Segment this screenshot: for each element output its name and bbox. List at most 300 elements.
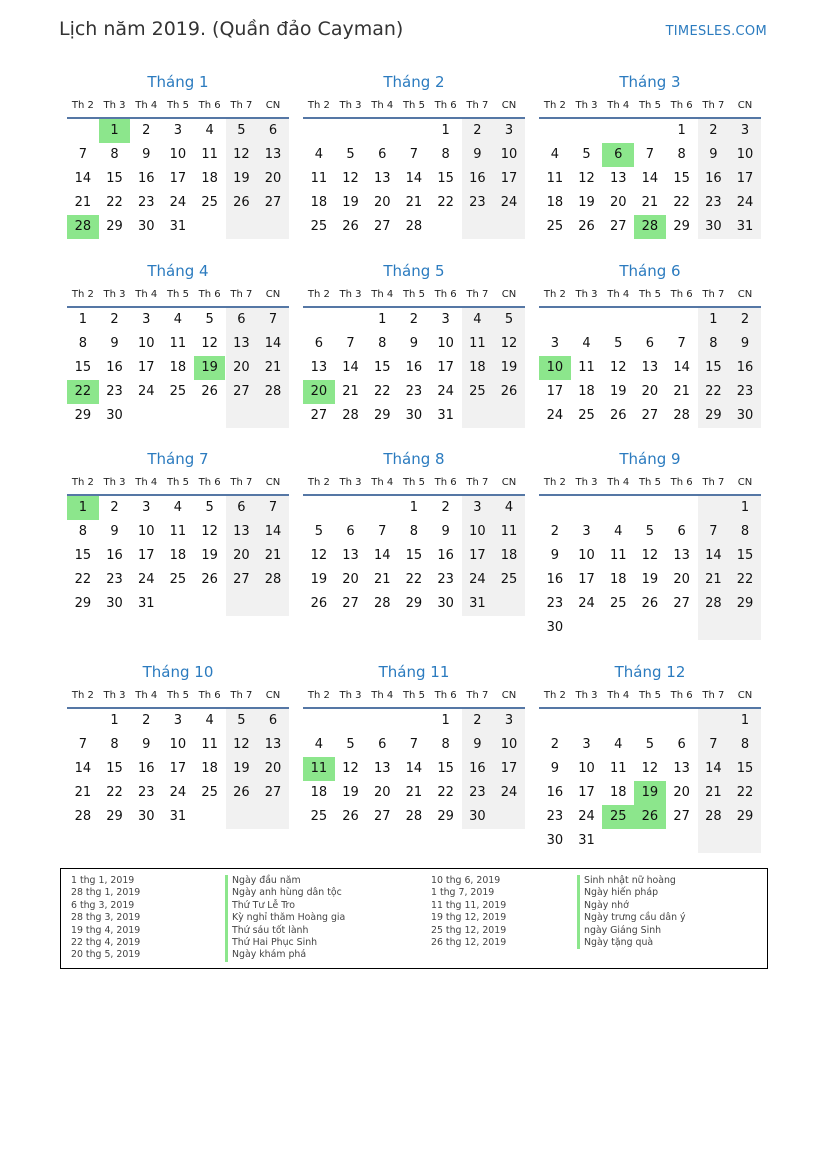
day-cell: 14 [673, 360, 690, 375]
day-cell: 11 [169, 524, 187, 539]
day-cell: 23 [469, 195, 486, 210]
weekday-label: Th 7 [230, 477, 253, 488]
day-cell: 17 [500, 171, 518, 186]
day-cell: 2 [409, 312, 419, 327]
holiday-day-cell: 1 [67, 496, 99, 520]
day-cell: 22 [705, 384, 722, 399]
day-cell: 20 [373, 195, 391, 210]
day-cell: 1 [677, 123, 686, 138]
day-cell: 22 [736, 785, 754, 800]
day-cell: 4 [314, 147, 323, 162]
weekday-label: CN [501, 289, 517, 300]
day-cell: 23 [546, 809, 564, 824]
weekday-label: Th 5 [638, 100, 661, 111]
day-cell: 26 [500, 384, 518, 399]
day-cell: 19 [578, 195, 595, 210]
day-cell: 12 [310, 548, 328, 563]
day-cell: 18 [500, 548, 518, 563]
day-cell: 7 [346, 336, 355, 351]
day-cell: 2 [709, 123, 718, 138]
weekday-label: CN [737, 477, 753, 488]
day-cell: 29 [373, 408, 391, 423]
day-cell: 19 [342, 785, 359, 800]
day-cell: 16 [469, 171, 486, 186]
legend-holiday-name: Ngày anh hùng dân tộc [225, 887, 345, 899]
day-cell: 26 [578, 219, 595, 234]
weekday-label: Th 4 [607, 289, 630, 300]
day-cell: 17 [137, 548, 155, 563]
day-cell: 5 [205, 500, 214, 515]
day-cell: 21 [74, 785, 92, 800]
weekday-label: Th 3 [575, 100, 598, 111]
day-cell: 25 [578, 408, 595, 423]
day-cell: 8 [441, 737, 450, 752]
month-name: Tháng 1 [147, 73, 209, 91]
month-1 [67, 72, 289, 263]
weekday-label: Th 4 [135, 690, 158, 701]
day-cell: 18 [169, 548, 187, 563]
day-cell: 13 [673, 548, 690, 563]
day-cell: 5 [645, 737, 655, 752]
day-cell: 21 [264, 360, 282, 375]
day-cell: 13 [641, 360, 659, 375]
day-cell: 4 [173, 500, 183, 515]
day-cell: 4 [614, 524, 623, 539]
day-cell: 16 [736, 360, 754, 375]
day-cell: 30 [405, 408, 423, 423]
day-cell: 13 [264, 737, 282, 752]
weekday-header [67, 687, 289, 709]
day-cell: 20 [342, 572, 359, 587]
month-name: Tháng 7 [147, 450, 209, 468]
day-grid [539, 496, 761, 640]
day-cell: 30 [106, 408, 123, 423]
day-cell: 8 [78, 524, 87, 539]
legend-holiday-name: Ngày khám phá [225, 949, 345, 961]
day-cell: 27 [373, 809, 391, 824]
day-cell: 11 [310, 171, 328, 186]
day-cell: 6 [314, 336, 323, 351]
legend-date: 28 thg 1, 2019 [71, 887, 141, 899]
day-cell: 28 [342, 408, 359, 423]
month-name: Tháng 6 [619, 262, 681, 280]
day-cell: 8 [378, 336, 387, 351]
weekday-label: Th 4 [607, 690, 630, 701]
day-cell: 12 [201, 336, 218, 351]
legend-date: 20 thg 5, 2019 [71, 949, 141, 961]
day-cell: 10 [736, 147, 754, 162]
day-cell: 21 [405, 785, 423, 800]
day-cell: 22 [373, 384, 391, 399]
day-cell: 14 [342, 360, 359, 375]
day-cell: 21 [373, 572, 391, 587]
day-cell: 23 [106, 384, 123, 399]
day-cell: 5 [504, 312, 514, 327]
day-cell: 23 [546, 596, 564, 611]
day-grid [67, 308, 289, 452]
weekday-label: Th 7 [466, 477, 489, 488]
weekday-label: Th 4 [371, 100, 394, 111]
month-2 [303, 72, 525, 263]
legend-date: 19 thg 12, 2019 [431, 912, 507, 924]
day-cell: 14 [74, 761, 92, 776]
day-cell: 2 [473, 713, 482, 728]
weekday-header [539, 286, 761, 308]
weekday-label: Th 4 [371, 289, 394, 300]
day-cell: 26 [310, 596, 328, 611]
day-cell: 15 [437, 761, 454, 776]
day-cell: 19 [500, 360, 518, 375]
day-cell: 12 [201, 524, 218, 539]
day-cell: 20 [233, 360, 250, 375]
legend-date: 11 thg 11, 2019 [431, 899, 507, 911]
day-cell: 1 [709, 312, 718, 327]
day-cell: 4 [173, 312, 183, 327]
weekday-label: Th 4 [371, 690, 394, 701]
day-cell: 14 [641, 171, 659, 186]
day-cell: 8 [409, 524, 419, 539]
weekday-label: Th 5 [166, 289, 189, 300]
day-cell: 2 [110, 312, 119, 327]
day-cell: 5 [346, 737, 355, 752]
weekday-label: CN [265, 477, 281, 488]
day-cell: 31 [469, 596, 486, 611]
day-cell: 24 [578, 596, 595, 611]
legend-dates-col-2 [431, 875, 506, 949]
day-cell: 18 [310, 195, 328, 210]
day-cell: 7 [378, 524, 387, 539]
day-cell: 15 [106, 171, 123, 186]
day-cell: 9 [110, 524, 119, 539]
day-cell: 8 [78, 336, 87, 351]
weekday-label: Th 6 [198, 690, 221, 701]
day-cell: 4 [205, 123, 214, 138]
day-cell: 31 [169, 809, 187, 824]
day-cell: 19 [609, 384, 627, 399]
legend-holiday-name: Ngày hiến pháp [577, 887, 686, 899]
day-cell: 10 [137, 336, 155, 351]
day-cell: 14 [405, 171, 423, 186]
weekday-header [303, 687, 525, 709]
day-cell: 17 [469, 548, 486, 563]
day-cell: 19 [310, 572, 328, 587]
day-cell: 12 [641, 548, 659, 563]
day-cell: 1 [78, 312, 87, 327]
weekday-label: CN [501, 100, 517, 111]
day-cell: 17 [137, 360, 155, 375]
legend-date: 25 thg 12, 2019 [431, 924, 507, 936]
day-cell: 18 [310, 785, 328, 800]
day-cell: 12 [233, 737, 250, 752]
day-cell: 6 [268, 713, 278, 728]
day-cell: 8 [709, 336, 718, 351]
day-cell: 21 [342, 384, 359, 399]
day-cell: 7 [268, 312, 278, 327]
weekday-label: Th 3 [575, 289, 598, 300]
weekday-label: Th 7 [702, 477, 725, 488]
day-cell: 15 [437, 171, 454, 186]
day-cell: 26 [201, 572, 218, 587]
day-grid [539, 119, 761, 263]
holiday-day-cell: 1 [99, 119, 131, 143]
day-cell: 20 [673, 785, 690, 800]
day-cell: 25 [169, 384, 187, 399]
day-cell: 20 [264, 761, 282, 776]
day-cell: 27 [264, 785, 282, 800]
day-cell: 24 [736, 195, 754, 210]
day-cell: 30 [546, 620, 564, 635]
day-cell: 3 [173, 123, 183, 138]
day-grid [303, 496, 525, 640]
day-cell: 20 [233, 548, 250, 563]
weekday-label: Th 5 [166, 477, 189, 488]
weekday-label: Th 7 [230, 690, 253, 701]
day-cell: 11 [609, 548, 627, 563]
month-name: Tháng 11 [378, 663, 450, 681]
day-cell: 20 [641, 384, 659, 399]
day-cell: 30 [469, 809, 486, 824]
day-cell: 29 [437, 809, 454, 824]
weekday-label: Th 7 [466, 690, 489, 701]
legend-holiday-name: Thứ Tư Lễ Tro [225, 900, 345, 912]
day-cell: 16 [469, 761, 486, 776]
holiday-day-cell: 6 [602, 143, 634, 167]
day-cell: 4 [473, 312, 482, 327]
day-cell: 10 [169, 147, 187, 162]
day-cell: 18 [546, 195, 564, 210]
day-cell: 24 [169, 785, 187, 800]
weekday-label: Th 3 [575, 477, 598, 488]
day-cell: 7 [645, 147, 655, 162]
day-cell: 19 [342, 195, 359, 210]
holiday-day-cell: 11 [303, 757, 335, 781]
day-cell: 4 [504, 500, 514, 515]
day-cell: 29 [106, 809, 123, 824]
holiday-day-cell: 22 [67, 380, 99, 404]
day-cell: 6 [237, 312, 246, 327]
day-cell: 23 [405, 384, 423, 399]
day-cell: 3 [550, 336, 559, 351]
weekday-label: Th 5 [402, 100, 425, 111]
day-cell: 9 [550, 548, 559, 563]
day-cell: 3 [173, 713, 183, 728]
day-cell: 30 [546, 833, 564, 848]
day-cell: 16 [705, 171, 722, 186]
day-cell: 8 [740, 524, 750, 539]
day-cell: 27 [373, 219, 391, 234]
month-9 [539, 449, 761, 640]
day-cell: 9 [550, 761, 559, 776]
day-cell: 27 [310, 408, 328, 423]
day-cell: 28 [405, 809, 423, 824]
day-cell: 11 [201, 147, 218, 162]
day-cell: 12 [578, 171, 595, 186]
day-cell: 8 [110, 147, 119, 162]
day-cell: 14 [373, 548, 391, 563]
day-cell: 2 [441, 500, 450, 515]
weekday-header [303, 97, 525, 119]
day-cell: 13 [673, 761, 690, 776]
day-cell: 15 [106, 761, 123, 776]
day-cell: 28 [264, 384, 282, 399]
weekday-label: Th 4 [135, 289, 158, 300]
weekday-label: Th 6 [670, 289, 693, 300]
day-cell: 12 [233, 147, 250, 162]
day-cell: 7 [78, 737, 87, 752]
day-cell: 24 [500, 785, 518, 800]
weekday-header [539, 474, 761, 496]
day-cell: 5 [237, 123, 246, 138]
day-grid [67, 119, 289, 263]
day-grid [67, 496, 289, 640]
day-cell: 7 [409, 147, 419, 162]
day-cell: 5 [237, 713, 246, 728]
day-cell: 12 [500, 336, 518, 351]
weekday-label: Th 3 [339, 690, 362, 701]
day-cell: 10 [169, 737, 187, 752]
day-cell: 21 [673, 384, 690, 399]
day-cell: 3 [441, 312, 450, 327]
day-cell: 5 [582, 147, 591, 162]
weekday-label: Th 6 [198, 100, 221, 111]
weekday-label: Th 3 [103, 289, 126, 300]
month-name: Tháng 5 [383, 262, 445, 280]
weekday-label: Th 6 [670, 690, 693, 701]
weekday-label: Th 2 [543, 289, 566, 300]
day-cell: 20 [373, 785, 391, 800]
weekday-label: Th 7 [702, 100, 725, 111]
day-cell: 11 [201, 737, 218, 752]
weekday-label: Th 7 [466, 289, 489, 300]
day-cell: 22 [437, 785, 454, 800]
day-cell: 21 [705, 572, 722, 587]
day-cell: 17 [500, 761, 518, 776]
day-cell: 5 [314, 524, 323, 539]
month-6 [539, 261, 761, 452]
day-cell: 16 [405, 360, 423, 375]
weekday-label: Th 3 [103, 477, 126, 488]
legend-holiday-name: Sinh nhật nữ hoàng [577, 875, 686, 887]
legend-date: 1 thg 7, 2019 [431, 887, 495, 899]
site-link[interactable]: TIMESLES.COM [665, 24, 767, 39]
day-cell: 30 [106, 596, 123, 611]
weekday-label: Th 2 [71, 289, 94, 300]
day-cell: 30 [437, 596, 454, 611]
day-cell: 19 [641, 572, 659, 587]
weekday-label: Th 6 [434, 690, 457, 701]
day-cell: 16 [546, 785, 564, 800]
day-cell: 27 [264, 195, 282, 210]
month-name: Tháng 12 [614, 663, 686, 681]
day-cell: 2 [142, 713, 151, 728]
holiday-day-cell: 19 [194, 356, 226, 380]
day-cell: 29 [736, 596, 754, 611]
day-cell: 11 [578, 360, 595, 375]
weekday-header [539, 687, 761, 709]
day-cell: 16 [106, 360, 123, 375]
day-cell: 2 [142, 123, 151, 138]
day-cell: 15 [736, 761, 754, 776]
day-grid [303, 308, 525, 452]
day-cell: 22 [74, 572, 92, 587]
weekday-label: CN [265, 690, 281, 701]
day-cell: 21 [641, 195, 659, 210]
day-cell: 3 [582, 737, 591, 752]
day-cell: 12 [609, 360, 627, 375]
day-cell: 23 [705, 195, 722, 210]
day-cell: 13 [310, 360, 328, 375]
day-cell: 22 [405, 572, 423, 587]
month-8 [303, 449, 525, 640]
day-cell: 22 [736, 572, 754, 587]
holiday-day-cell: 25 [602, 805, 634, 829]
day-cell: 4 [205, 713, 214, 728]
day-cell: 6 [378, 737, 387, 752]
legend-holiday-name: Ngày trưng cầu dân ý [577, 912, 686, 924]
day-cell: 25 [469, 384, 486, 399]
day-cell: 3 [582, 524, 591, 539]
weekday-header [303, 474, 525, 496]
day-cell: 18 [201, 171, 218, 186]
weekday-label: CN [737, 100, 753, 111]
day-cell: 10 [469, 524, 486, 539]
day-cell: 3 [504, 123, 514, 138]
weekday-label: Th 5 [638, 690, 661, 701]
month-name: Tháng 4 [147, 262, 209, 280]
day-cell: 9 [409, 336, 419, 351]
holiday-legend [60, 868, 768, 969]
day-cell: 2 [473, 123, 482, 138]
day-cell: 30 [137, 219, 155, 234]
day-cell: 23 [106, 572, 123, 587]
weekday-label: Th 5 [402, 690, 425, 701]
weekday-header [67, 286, 289, 308]
day-cell: 29 [74, 596, 92, 611]
day-cell: 23 [469, 785, 486, 800]
day-cell: 5 [346, 147, 355, 162]
day-cell: 17 [546, 384, 564, 399]
day-cell: 27 [641, 408, 659, 423]
day-cell: 26 [342, 809, 359, 824]
day-cell: 28 [705, 596, 722, 611]
weekday-label: Th 4 [371, 477, 394, 488]
day-cell: 13 [233, 336, 250, 351]
day-cell: 26 [233, 195, 250, 210]
day-cell: 11 [546, 171, 564, 186]
weekday-label: Th 6 [434, 477, 457, 488]
day-cell: 31 [736, 219, 754, 234]
day-cell: 25 [546, 219, 564, 234]
page-title: Lịch năm 2019. (Quần đảo Cayman) [59, 18, 404, 40]
day-cell: 8 [677, 147, 686, 162]
weekday-label: Th 6 [434, 100, 457, 111]
day-cell: 5 [614, 336, 623, 351]
day-cell: 25 [310, 219, 328, 234]
day-cell: 6 [237, 500, 246, 515]
legend-names-col-2 [577, 875, 686, 949]
day-cell: 22 [106, 195, 123, 210]
legend-date: 10 thg 6, 2019 [431, 875, 501, 886]
day-cell: 13 [373, 171, 391, 186]
day-cell: 21 [264, 548, 282, 563]
day-cell: 8 [740, 737, 750, 752]
weekday-label: Th 5 [402, 289, 425, 300]
day-cell: 11 [469, 336, 486, 351]
day-cell: 25 [310, 809, 328, 824]
day-cell: 7 [709, 737, 718, 752]
day-cell: 1 [740, 500, 750, 515]
weekday-label: CN [501, 690, 517, 701]
